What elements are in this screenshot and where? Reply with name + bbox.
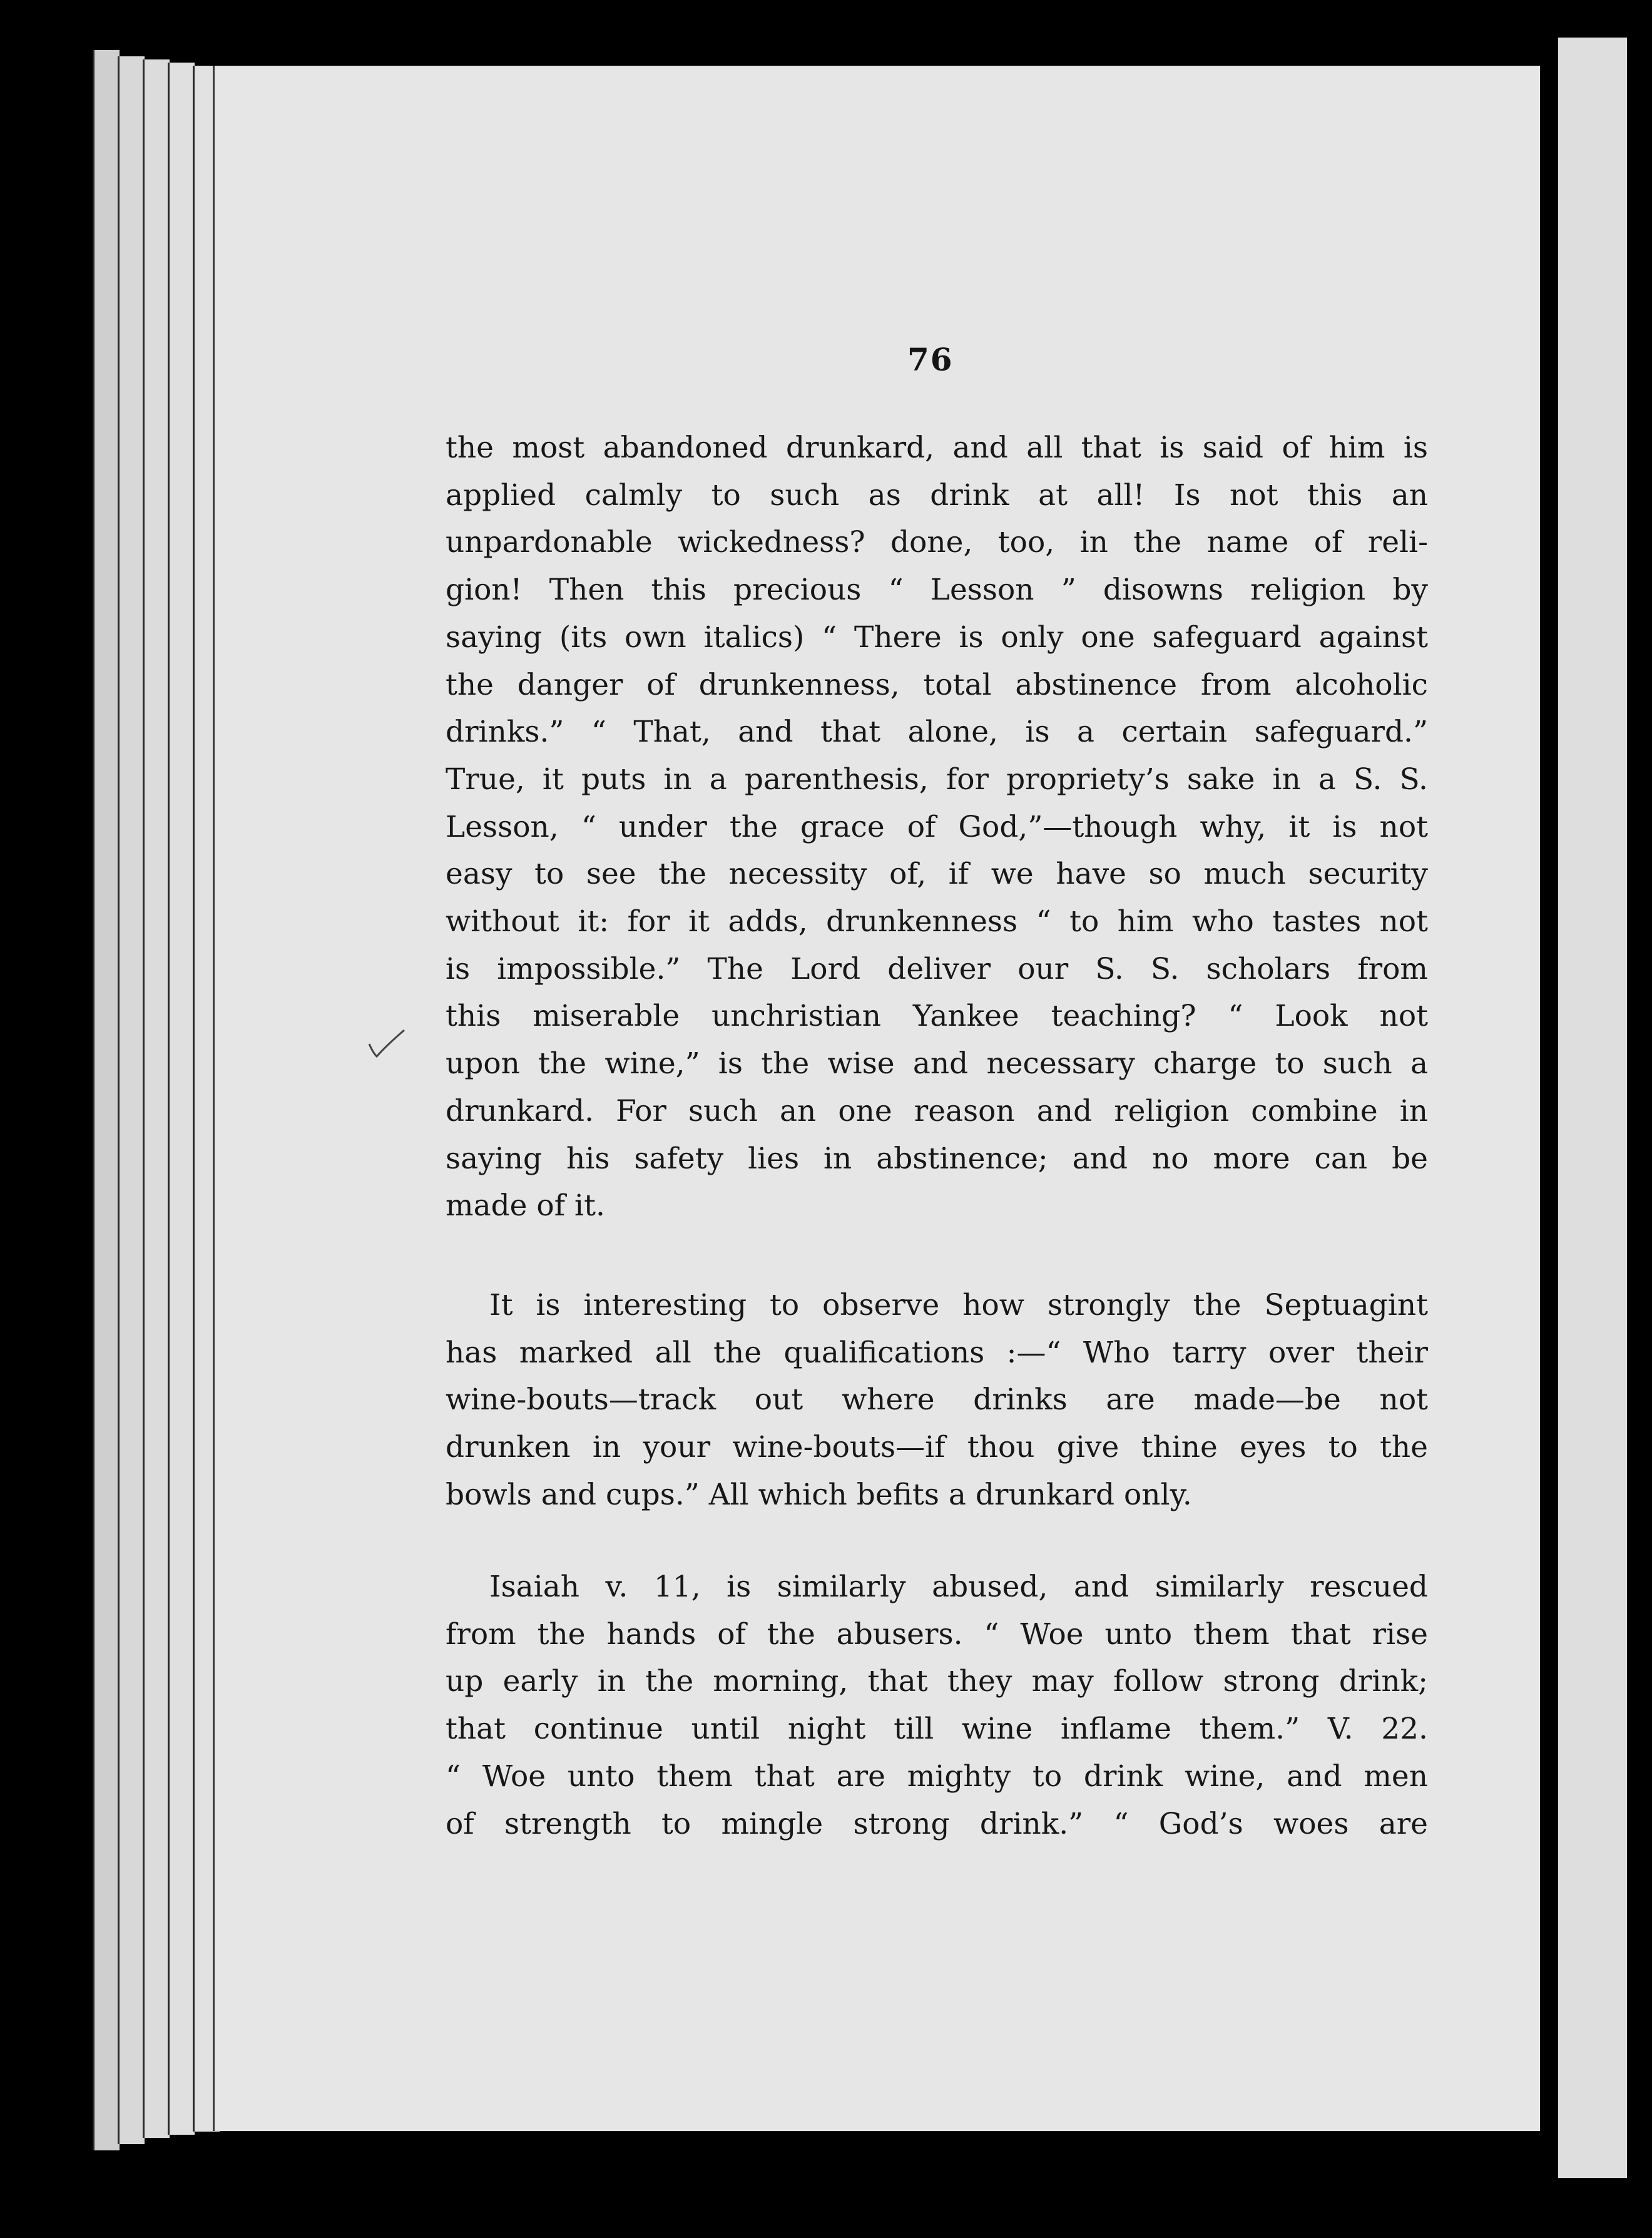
text-line: drinks.” “ That, and that alone, is a certain safeguard.” <box>446 715 1428 750</box>
text-line: drunkard. For such an one reason and religion combine in <box>446 1093 1428 1128</box>
text-line: saying (its own italics) “ There is only one safeguard against <box>446 620 1428 655</box>
paragraph-1 <box>446 424 1428 1230</box>
text-line: this miserable unchristian Yankee teaching? “ Look not <box>446 999 1428 1034</box>
paragraph-3 <box>446 1563 1428 1847</box>
text-line: has marked all the qualifications :—“ Who tarry over their <box>446 1335 1428 1370</box>
text-line: that continue until night till wine inflame them.” V. 22. <box>446 1712 1428 1747</box>
text-line: easy to see the necessity of, if we have so much security <box>446 857 1428 892</box>
text-line: Lesson, “ under the grace of God,”—though why, it is not <box>446 809 1428 844</box>
text-line: applied calmly to such as drink at all! Is not this an <box>446 478 1428 513</box>
text-line: drunken in your wine-bouts—if thou give thine eyes to the <box>446 1430 1428 1465</box>
page-edge <box>93 50 120 2150</box>
page-edge <box>143 59 170 2138</box>
text-line: is impossible.” The Lord deliver our S. S. scholars from <box>446 951 1428 986</box>
text-line: upon the wine,” is the wise and necessary charge to such a <box>446 1046 1428 1081</box>
text-line: unpardonable wickedness? done, too, in the name of reli- <box>446 525 1428 560</box>
text-line: “ Woe unto them that are mighty to drink wine, and men <box>446 1759 1428 1794</box>
paragraph-2 <box>446 1282 1428 1519</box>
text-line: made of it. <box>446 1188 605 1224</box>
text-line: Isaiah v. 11, is similarly abused, and similarly rescued <box>489 1570 1428 1604</box>
text-line: the most abandoned drunkard, and all that is said of him is <box>446 431 1428 465</box>
page-edge <box>168 63 195 2135</box>
text-line: without it: for it adds, drunkenness “ to him who tastes not <box>446 904 1428 939</box>
pencil-check-mark <box>368 1026 405 1064</box>
text-line: saying his safety lies in abstinence; and no more can be <box>446 1141 1428 1176</box>
text-line: It is interesting to observe how strongly the Septuagint <box>489 1288 1428 1322</box>
text-line: up early in the morning, that they may follow strong drink; <box>446 1664 1428 1699</box>
text-line: True, it puts in a parenthesis, for propriety’s sake in a S. S. <box>446 762 1428 797</box>
text-line: gion! Then this precious “ Lesson ” disowns religion by <box>446 573 1428 608</box>
page-edge <box>118 56 145 2144</box>
text-line: wine-bouts—track out where drinks are made—be not <box>446 1382 1428 1418</box>
facing-page-edge <box>1558 38 1627 2178</box>
text-line: the danger of drunkenness, total abstinence from alcoholic <box>446 667 1428 702</box>
text-line: bowls and cups.” All which befits a drunkard only. <box>446 1477 1192 1512</box>
page-number: 76 <box>907 341 954 378</box>
text-line: from the hands of the abusers. “ Woe unto them that rise <box>446 1617 1428 1652</box>
text-line: of strength to mingle strong drink.” “ God’s woes are <box>446 1806 1428 1841</box>
